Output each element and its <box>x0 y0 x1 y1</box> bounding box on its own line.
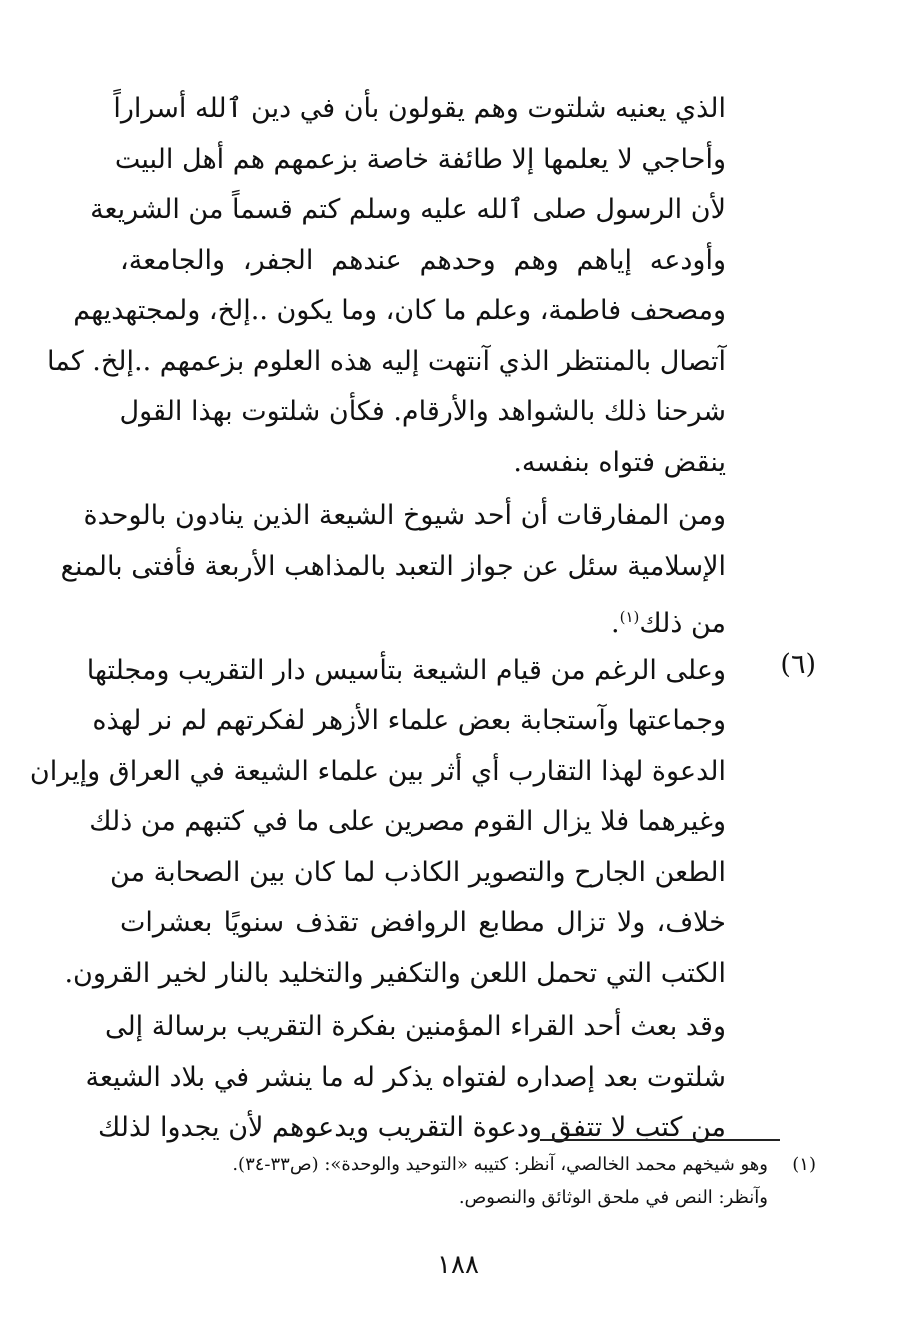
body-line: لأن الرسول صلى ٱلله عليه وسلم كتم قسماً من الشريعة <box>90 194 726 225</box>
body-line: وأحاجي لا يعلمها إلا طائفة خاصة بزعمهم هم أهل البيت <box>114 143 726 175</box>
page-number: ١٨٨ <box>437 1250 479 1280</box>
body-line-text: من ذلك <box>639 608 726 639</box>
body-line: من كتب لا تتفق ودعوة التقريب ويدعوهم لأن يجدوا لذلك <box>98 1112 726 1143</box>
body-line: وأودعه إياهم وهم وحدهم عندهم الجفر، والجامعة، <box>120 244 726 276</box>
footnote-line <box>116 1148 816 1181</box>
footnote-text: وآنظر: النص في ملحق الوثائق والنصوص. <box>458 1187 768 1208</box>
body-line: وغيرهما فلا يزال القوم مصرين على ما في كتبهم من ذلك <box>89 806 726 837</box>
footnote-text: وهو شيخهم محمد الخالصي، آنظر: كتيبه «التوحيد والوحدة»: (ص٣٣-٣٤). <box>232 1154 768 1175</box>
paragraph-number: (٦) <box>780 649 816 680</box>
footnote-line <box>116 1181 816 1214</box>
body-line: الطعن الجارح والتصوير الكاذب لما كان بين الصحابة من <box>110 856 726 888</box>
body-line: وعلى الرغم من قيام الشيعة بتأسيس دار التقريب ومجلتها <box>86 654 726 686</box>
body-line: ينقض فتواه بنفسه. <box>513 446 726 478</box>
body-line: الإسلامية سئل عن جواز التعبد بالمذاهب الأربعة فأفتى بالمنع <box>60 550 726 582</box>
body-line: الدعوة لهذا التقارب أي أثر بين علماء الشيعة في العراق وإيران <box>29 755 726 787</box>
body-line: وقد بعث أحد القراء المؤمنين بفكرة التقريب برسالة إلى <box>104 1011 726 1042</box>
footnotes <box>116 1148 816 1214</box>
body-line: شلتوت بعد إصداره لفتواه يذكر له ما ينشر في بلاد الشيعة <box>85 1061 726 1093</box>
body-line: شرحنا ذلك بالشواهد والأرقام. فكأن شلتوت بهذا القول <box>119 396 726 427</box>
body-line: الذي يعنيه شلتوت وهم يقولون بأن في دين ٱلله أسراراً <box>113 93 726 124</box>
body-line: ومن المفارقات أن أحد شيوخ الشيعة الذين ينادون بالوحدة <box>83 500 726 531</box>
body-line: خلاف، ولا تزال مطابع الروافض تقذف سنويًا بعشرات <box>120 907 726 938</box>
body-line-with-footnote: من ذلك$^{(١)}$. <box>611 608 726 639</box>
body-line: الكتب التي تحمل اللعن والتكفير والتخليد بالنار لخير القرون. <box>64 957 726 989</box>
footnote-divider <box>540 1139 780 1141</box>
footnote-number: (١) <box>792 1154 816 1175</box>
body-line: آتصال بالمنتظر الذي آنتهت إليه هذه العلوم بزعمهم ..إلخ. كما <box>47 345 726 377</box>
body-line: وجماعتها وآستجابة بعض علماء الأزهر لفكرتهم لم نر لهذه <box>92 705 726 736</box>
body-line: ومصحف فاطمة، وعلم ما كان، وما يكون ..إلخ، ولمجتهديهم <box>73 295 726 326</box>
body-text <box>29 84 726 1154</box>
footnote-reference: (١) <box>619 608 640 626</box>
